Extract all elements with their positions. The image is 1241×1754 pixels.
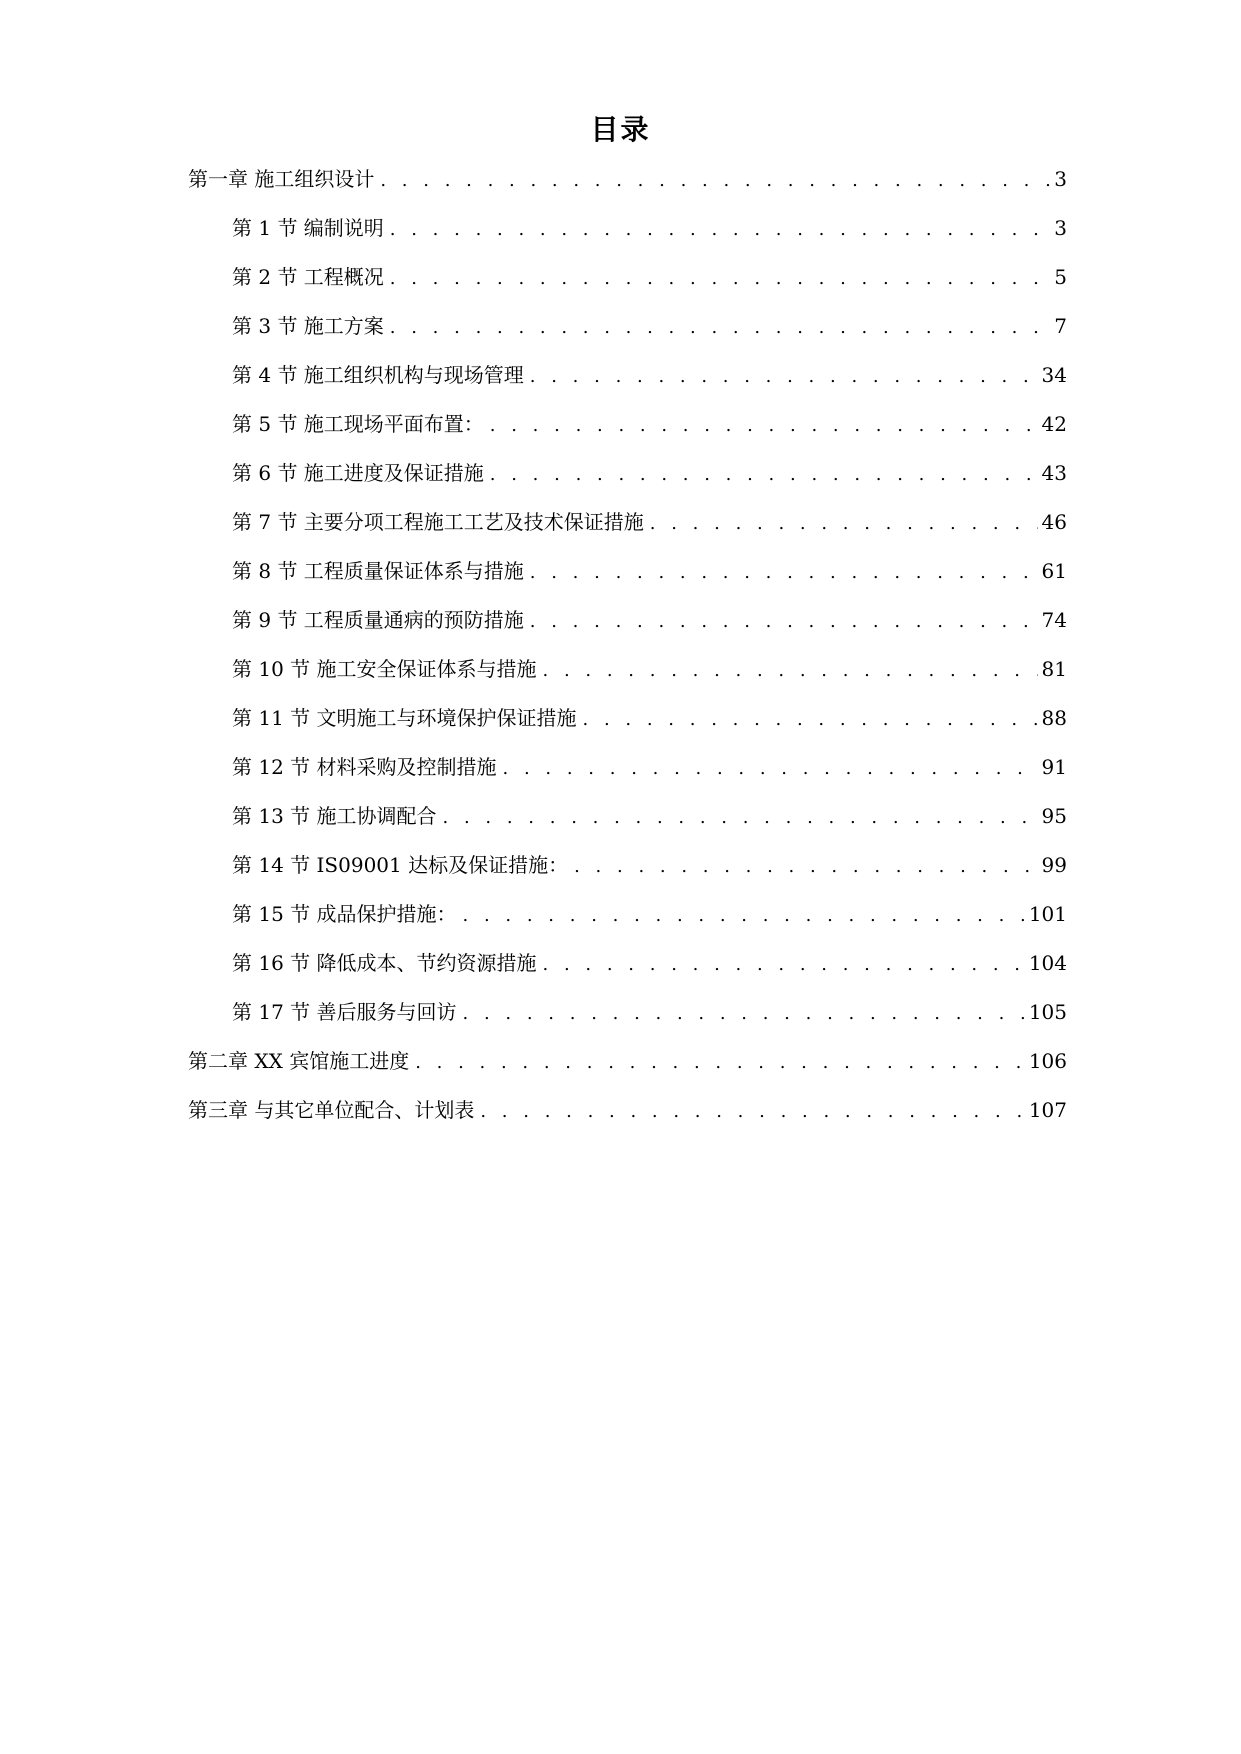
toc-dot-leader: [503, 754, 1038, 784]
toc-entry[interactable]: [0, 507, 1241, 556]
toc-entry[interactable]: [0, 899, 1241, 948]
toc-dot-leader: [530, 607, 1038, 637]
toc-dot-leader: [530, 558, 1038, 588]
toc-entry[interactable]: [0, 458, 1241, 507]
toc-dot-leader: [543, 656, 1038, 686]
toc-entry-page: 7: [1054, 314, 1067, 338]
toc-entry[interactable]: [0, 213, 1241, 262]
toc-entry[interactable]: [0, 360, 1241, 409]
toc-entry[interactable]: [0, 164, 1241, 213]
toc-entry[interactable]: [0, 409, 1241, 458]
toc-entry-label: 第 13 节 施工协调配合: [232, 804, 437, 828]
toc-entry-label: 第 14 节 IS09001 达标及保证措施：: [232, 853, 569, 877]
toc-entry-page: 3: [1054, 216, 1067, 240]
toc-entry-label: 第 7 节 主要分项工程施工工艺及技术保证措施: [232, 510, 644, 534]
toc-dot-leader: [650, 509, 1038, 539]
toc-entry[interactable]: [0, 801, 1241, 850]
toc-entry[interactable]: [0, 654, 1241, 703]
toc-entry-label: 第 4 节 施工组织机构与现场管理: [232, 363, 524, 387]
toc-entry-label: 第一章 施工组织设计: [188, 167, 375, 191]
toc-title: 目录: [590, 113, 651, 146]
toc-entry-page: 43: [1041, 461, 1067, 485]
toc-entry-label: 第 16 节 降低成本、节约资源措施: [232, 951, 537, 975]
toc-entry-label: 第二章 XX 宾馆施工进度: [188, 1049, 410, 1073]
toc-entry-page: 61: [1041, 559, 1067, 583]
toc-entry-label: 第 5 节 施工现场平面布置：: [232, 412, 484, 436]
toc-dot-leader: [443, 803, 1038, 833]
toc-entry-page: 95: [1041, 804, 1067, 828]
toc-dot-leader: [390, 215, 1050, 245]
toc-entry-label: 第 8 节 工程质量保证体系与措施: [232, 559, 524, 583]
toc-dot-leader: [390, 264, 1050, 294]
toc-list: [0, 164, 1241, 1144]
toc-entry[interactable]: [0, 703, 1241, 752]
toc-entry-label: 第 10 节 施工安全保证体系与措施: [232, 657, 537, 681]
toc-entry-page: 3: [1054, 167, 1067, 191]
toc-entry[interactable]: [0, 262, 1241, 311]
toc-entry[interactable]: [0, 752, 1241, 801]
toc-entry-page: 46: [1041, 510, 1067, 534]
toc-dot-leader: [543, 950, 1025, 980]
toc-entry-page: 88: [1041, 706, 1067, 730]
toc-dot-leader: [490, 460, 1038, 490]
toc-entry-page: 74: [1041, 608, 1067, 632]
toc-dot-leader: [390, 313, 1050, 343]
toc-entry[interactable]: [0, 850, 1241, 899]
toc-dot-leader: [463, 901, 1025, 931]
toc-entry-page: 99: [1041, 853, 1067, 877]
toc-entry-label: 第 17 节 善后服务与回访: [232, 1000, 457, 1024]
toc-dot-leader: [463, 999, 1025, 1029]
toc-entry-page: 34: [1041, 363, 1067, 387]
toc-entry[interactable]: [0, 311, 1241, 360]
toc-entry[interactable]: [0, 997, 1241, 1046]
toc-dot-leader: [574, 852, 1037, 882]
toc-entry-label: 第 11 节 文明施工与环境保护保证措施: [232, 706, 577, 730]
toc-dot-leader: [380, 166, 1050, 196]
toc-entry-label: 第 9 节 工程质量通病的预防措施: [232, 608, 524, 632]
toc-entry-label: 第 2 节 工程概况: [232, 265, 384, 289]
toc-entry-page: 104: [1028, 951, 1067, 975]
toc-entry-label: 第 3 节 施工方案: [232, 314, 384, 338]
toc-dot-leader: [480, 1097, 1024, 1127]
toc-entry[interactable]: [0, 1095, 1241, 1144]
toc-entry-page: 105: [1028, 1000, 1067, 1024]
toc-dot-leader: [490, 411, 1038, 441]
toc-entry-label: 第 6 节 施工进度及保证措施: [232, 461, 484, 485]
toc-entry-page: 42: [1041, 412, 1067, 436]
toc-entry-page: 107: [1028, 1098, 1067, 1122]
toc-dot-leader: [583, 705, 1038, 735]
toc-entry-page: 101: [1028, 902, 1067, 926]
toc-dot-leader: [530, 362, 1038, 392]
toc-entry-page: 106: [1028, 1049, 1067, 1073]
toc-entry[interactable]: [0, 556, 1241, 605]
toc-entry-label: 第三章 与其它单位配合、计划表: [188, 1098, 475, 1122]
toc-entry[interactable]: [0, 1046, 1241, 1095]
toc-dot-leader: [415, 1048, 1025, 1078]
toc-entry-page: 5: [1054, 265, 1067, 289]
toc-entry[interactable]: [0, 605, 1241, 654]
toc-entry[interactable]: [0, 948, 1241, 997]
toc-entry-page: 81: [1041, 657, 1067, 681]
toc-entry-label: 第 12 节 材料采购及控制措施: [232, 755, 497, 779]
toc-entry-label: 第 1 节 编制说明: [232, 216, 384, 240]
toc-entry-page: 91: [1041, 755, 1067, 779]
toc-entry-label: 第 15 节 成品保护措施：: [232, 902, 457, 926]
